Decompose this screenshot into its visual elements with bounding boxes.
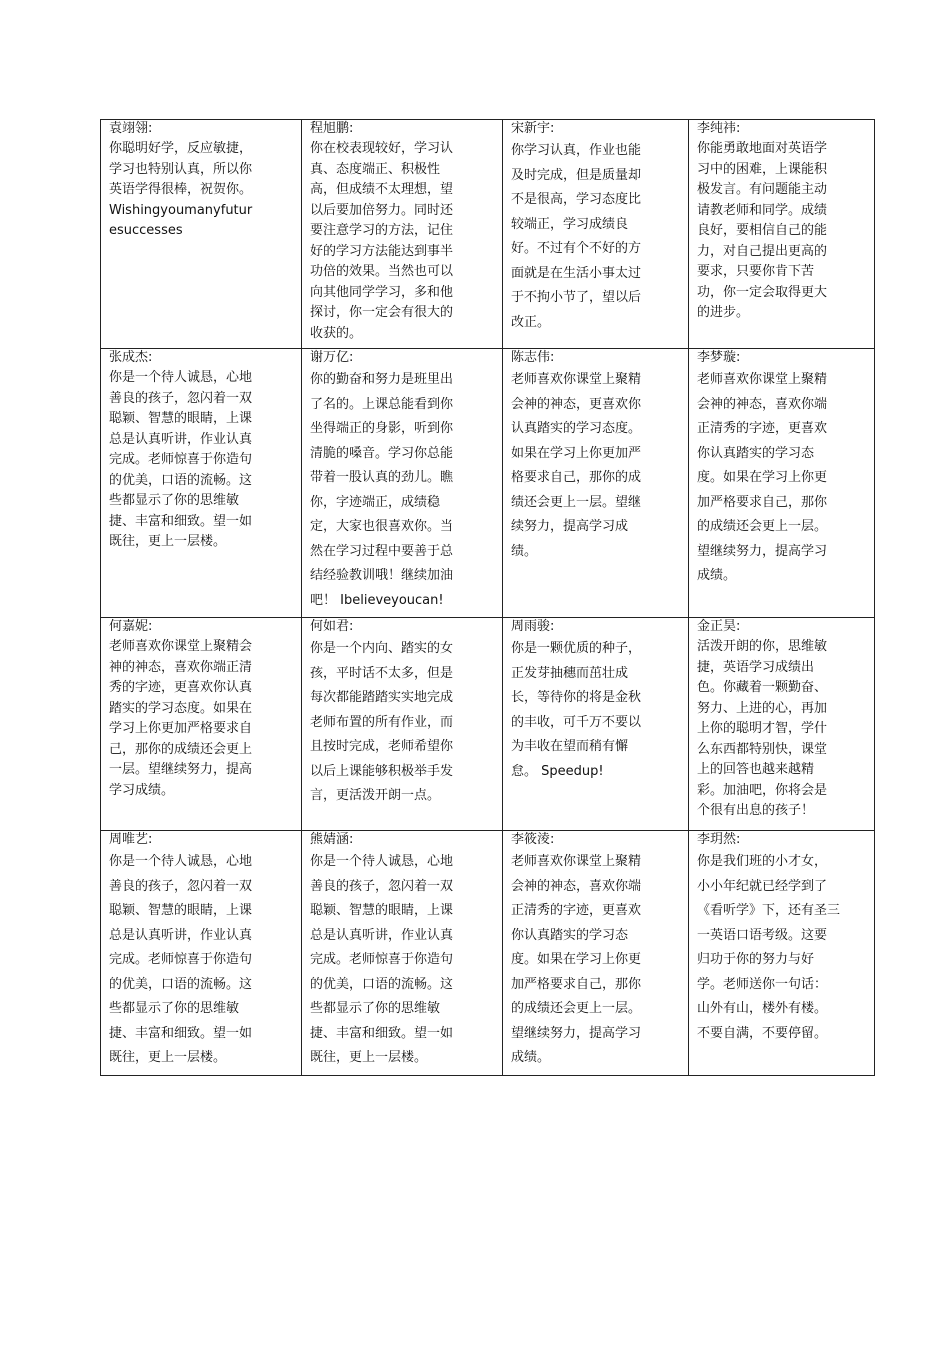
comment-text: 你是一个内向、踏实的女 孩，平时话不太多，但是 每次都能踏踏实实地完成 老师布置的所有作业，而 且按时完成，老师希望你 以后上课能够积极举手发 言，更活泼开朗一点。	[310, 641, 454, 803]
comment-text: 你是一个待人诚恳，心地 善良的孩子，忽闪着一双 聪颖、智慧的眼睛，上课 总是认真听讲，作业认真 完成。老师惊喜于你造句 的优美，口语的流畅。这 些都显示了你的思维敏 捷、丰富和细致。望一如 既往，更上一层楼。	[109, 370, 253, 549]
table-row	[101, 349, 875, 618]
student-name: 熊婧涵:	[310, 832, 354, 847]
comment-text: 你学习认真，作业也能 及时完成，但是质量却 不是很高，学习态度比 较端正，学习成绩良 好。不过有个不好的方 面就是在生活小事太过 于不拘小节了，望以后 改正。	[511, 143, 642, 330]
comment-cell	[503, 349, 689, 618]
comment-cell	[689, 120, 875, 349]
comment-text: 老师喜欢你课堂上聚精会 神的神态，喜欢你端正清 秀的字迹，更喜欢你认真 踏实的学习态度。如果在 学习上你更加严格要求自 己，那你的成绩还会更上 一层。望继续努力，提高 学习成绩。	[109, 639, 253, 798]
table-row	[101, 120, 875, 349]
comment-cell	[302, 349, 503, 618]
comment-text: 你是一个待人诚恳，心地 善良的孩子，忽闪着一双 聪颖、智慧的眼睛，上课 总是认真听讲，作业认真 完成。老师惊喜于你造句 的优美，口语的流畅。这 些都显示了你的思维敏 捷、丰富和细致。望一如 既往，更上一层楼。	[310, 854, 454, 1065]
student-name: 李玥然:	[697, 832, 741, 847]
comment-cell	[302, 120, 503, 349]
comment-text: 你是我们班的小才女， 小小年纪就已经学到了 《看听学》下，还有圣三 一英语口语考级。这要 归功于你的努力与好 学。老师送你一句话： 山外有山，楼外有楼。 不要自满，不要停留。	[697, 854, 841, 1041]
student-name: 金正昊:	[697, 619, 741, 634]
comment-cell	[101, 618, 302, 831]
comment-cell	[503, 618, 689, 831]
table-row	[101, 831, 875, 1076]
comment-cell	[689, 618, 875, 831]
comment-cell	[503, 120, 689, 349]
comment-text: 老师喜欢你课堂上聚精 会神的神态，喜欢你端 正清秀的字迹，更喜欢 你认真踏实的学习态 度。如果在学习上你更 加严格要求自己，那你 的成绩还会更上一层。 望继续努力，提高学习 成绩。	[511, 854, 642, 1065]
student-name: 李梦璇:	[697, 350, 741, 365]
student-name: 程旭鹏:	[310, 121, 354, 136]
student-name: 陈志伟:	[511, 350, 555, 365]
comment-cell	[101, 349, 302, 618]
table-row	[101, 618, 875, 831]
comment-text: 老师喜欢你课堂上聚精 会神的神态，更喜欢你 认真踏实的学习态度。 如果在学习上你更加严 格要求自己，那你的成 绩还会更上一层。望继 续努力，提高学习成 绩。	[511, 372, 642, 559]
comment-cell	[302, 831, 503, 1076]
comment-cell	[101, 120, 302, 349]
comment-text: 你能勇敢地面对英语学 习中的困难，上课能积 极发言。有问题能主动 请教老师和同学。成绩 良好，要相信自己的能 力，对自己提出更高的 要求，只要你肯下苦 功，你一定会取得更大 的进步。	[697, 141, 828, 320]
comment-cell	[302, 618, 503, 831]
student-name: 宋新宇:	[511, 121, 555, 136]
student-name: 何嘉妮:	[109, 619, 153, 634]
comment-text: 你是一颗优质的种子， 正发芽抽穗而茁壮成 长，等待你的将是金秋 的丰收，可千万不要以 为丰收在望而稍有懈 怠。 Speedup!	[511, 641, 642, 779]
comment-cell	[689, 349, 875, 618]
student-name: 周唯艺:	[109, 832, 153, 847]
student-name: 何如君:	[310, 619, 354, 634]
comment-text: 老师喜欢你课堂上聚精 会神的神态，喜欢你端 正清秀的字迹，更喜欢 你认真踏实的学习态 度。如果在学习上你更 加严格要求自己，那你 的成绩还会更上一层。 望继续努力，提高学习 成绩。	[697, 372, 828, 583]
comment-text: 你的勤奋和努力是班里出 了名的。上课总能看到你 坐得端正的身影，听到你 清脆的嗓音。学习你总能 带着一股认真的劲儿。瞧 你，字迹端正，成绩稳 定，大家也很喜欢你。当 然在学习过程中要善于总 结经验教训哦！继续加油 吧！ Ibelieveyoucan!	[310, 372, 454, 608]
comment-text: 你在校表现较好，学习认 真、态度端正、积极性 高，但成绩不太理想，望 以后要加倍努力。同时还 要注意学习的方法，记住 好的学习方法能达到事半 功倍的效果。当然也可以 向其他同学学习，多和他 探讨，你一定会有很大的 收获的。	[310, 141, 454, 341]
student-name: 张成杰:	[109, 350, 153, 365]
comment-cell	[101, 831, 302, 1076]
comment-cell	[503, 831, 689, 1076]
comment-cell	[689, 831, 875, 1076]
student-name: 谢万亿:	[310, 350, 354, 365]
student-name: 李筱淩:	[511, 832, 555, 847]
comment-text: 你是一个待人诚恳，心地 善良的孩子，忽闪着一双 聪颖、智慧的眼睛，上课 总是认真听讲，作业认真 完成。老师惊喜于你造句 的优美，口语的流畅。这 些都显示了你的思维敏 捷、丰富和细致。望一如 既往，更上一层楼。	[109, 854, 253, 1065]
student-name: 周雨骏:	[511, 619, 555, 634]
comment-text: 你聪明好学，反应敏捷， 学习也特别认真，所以你 英语学得很棒，祝贺你。 Wishingyoumanyfutur esuccesses	[109, 141, 253, 238]
student-name: 李纯祎:	[697, 121, 741, 136]
comment-text: 活泼开朗的你，思维敏 捷，英语学习成绩出 色。你藏着一颗勤奋、 努力、上进的心，再加 上你的聪明才智，学什 么东西都特别快，课堂 上的回答也越来越精 彩。加油吧，你将会是 个很有出息的孩子！	[697, 639, 828, 818]
student-comments-table	[100, 119, 875, 1076]
student-name: 袁翊翎:	[109, 121, 153, 136]
